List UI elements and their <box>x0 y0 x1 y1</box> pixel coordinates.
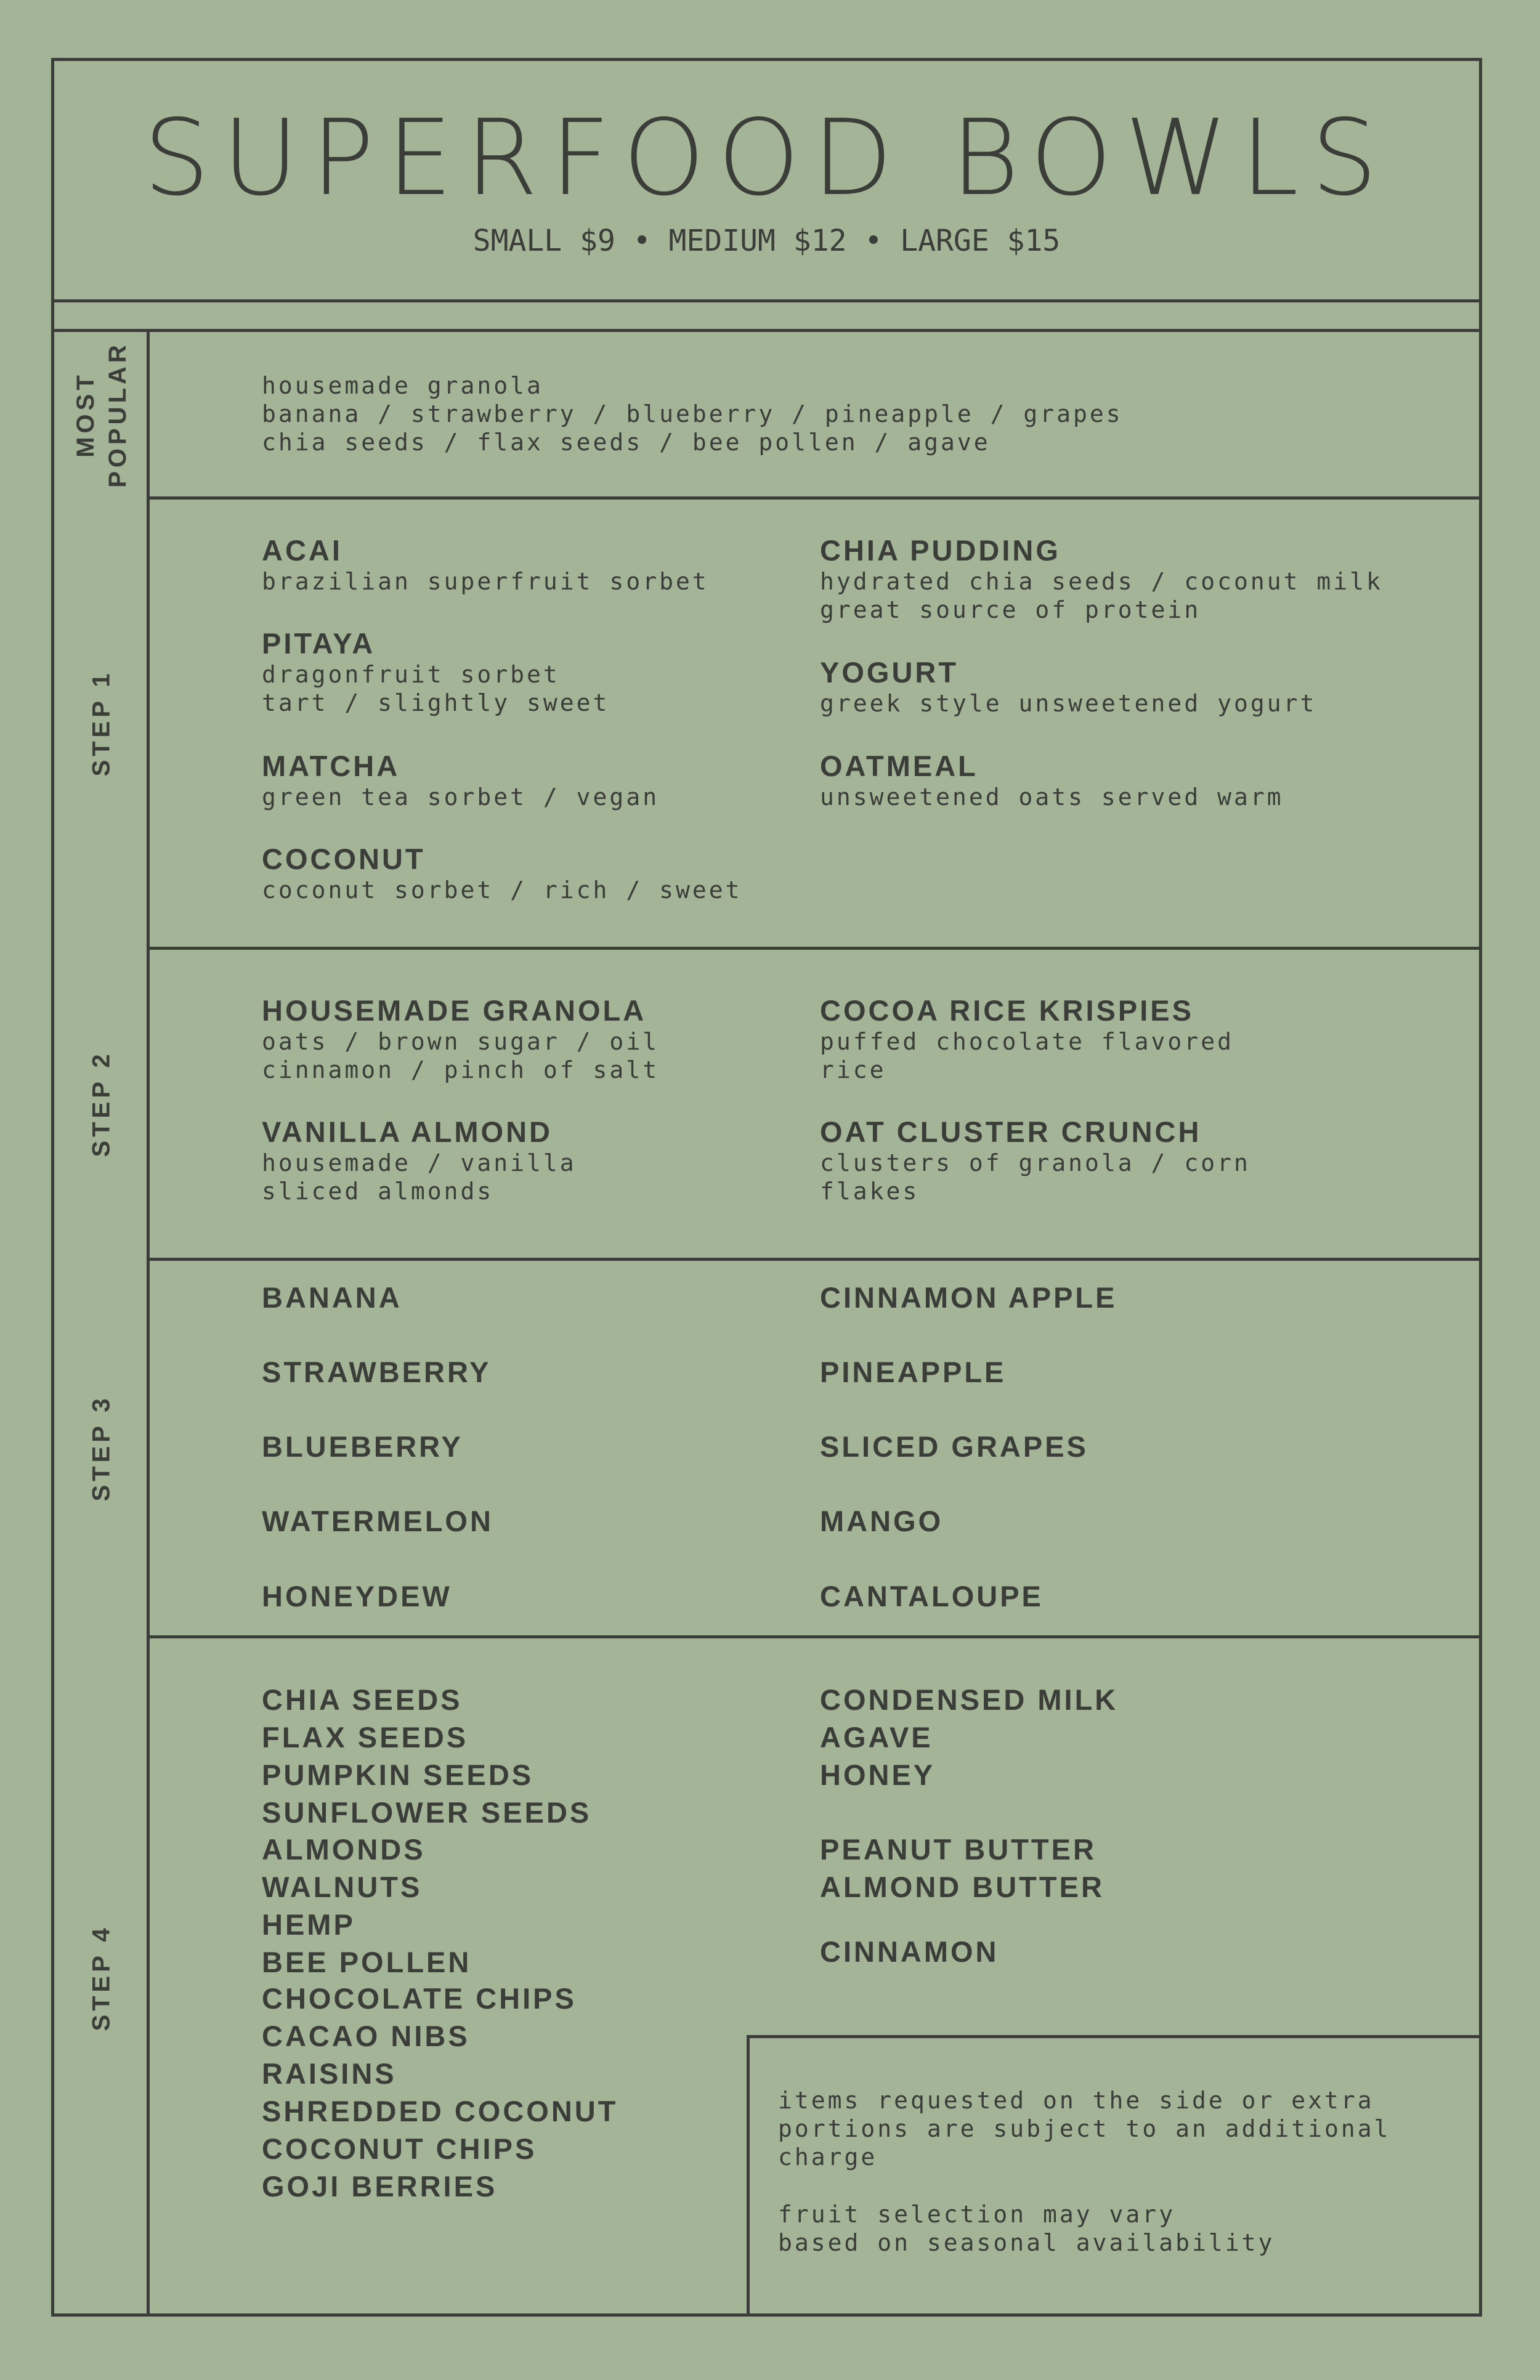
fruit-item: CANTALOUPE <box>820 1580 1044 1613</box>
divider-top <box>54 329 1479 332</box>
topping-group-seeds <box>262 1681 591 1831</box>
topping-item: PUMPKIN SEEDS <box>262 1759 534 1791</box>
menu-item <box>820 750 1284 811</box>
most-popular-line: banana / strawberry / blueberry / pineapple / grapes <box>262 400 1123 427</box>
topping-group-butters <box>820 1831 1104 1906</box>
fruit-item: SLICED GRAPES <box>820 1430 1088 1463</box>
step4-label-text: STEP 4 <box>87 1924 115 2031</box>
topping-group-nuts <box>262 1831 471 1981</box>
topping-item: CONDENSED MILK <box>820 1683 1119 1716</box>
step3-label <box>54 1261 148 1635</box>
item-description: coconut sorbet / rich / sweet <box>262 876 742 904</box>
step4-label <box>54 1638 148 2317</box>
item-description: hydrated chia seeds / coconut milk great source of protein <box>820 568 1383 623</box>
item-description: housemade / vanilla sliced almonds <box>262 1149 577 1205</box>
step2-label <box>54 950 148 1258</box>
step3-label-text: STEP 3 <box>87 1394 115 1502</box>
fruit-item: WATERMELON <box>262 1505 493 1537</box>
menu-item <box>820 994 1234 1084</box>
menu-item <box>262 534 709 596</box>
topping-item: COCONUT CHIPS <box>262 2132 537 2165</box>
menu-item <box>820 1115 1250 1205</box>
menu-title: SUPERFOOD BOWLS <box>143 97 1390 219</box>
menu-item <box>262 994 659 1084</box>
item-description: puffed chocolate flavored rice <box>820 1028 1234 1083</box>
fruit-item: HONEYDEW <box>262 1580 452 1613</box>
fruit-item: BANANA <box>262 1281 402 1314</box>
extra-charge-note: items requested on the side or extra portions are subject to an additional charge <box>778 2087 1391 2171</box>
menu-item <box>820 534 1383 624</box>
topping-group-sweets <box>262 1980 618 2205</box>
menu-item <box>262 843 742 904</box>
item-description: brazilian superfruit sorbet <box>262 568 709 595</box>
topping-item: GOJI BERRIES <box>262 2170 498 2203</box>
menu-item <box>262 627 609 717</box>
topping-item: CHIA SEEDS <box>262 1683 463 1716</box>
menu-board <box>51 58 1482 2317</box>
item-name: COCOA RICE KRISPIES <box>820 994 1194 1027</box>
topping-item: RAISINS <box>262 2057 397 2090</box>
menu-item <box>262 750 659 811</box>
topping-item: PEANUT BUTTER <box>820 1833 1096 1866</box>
most-popular-line: housemade granola <box>262 372 543 399</box>
topping-group-drizzles <box>820 1681 1118 1794</box>
topping-item: HONEY <box>820 1759 936 1791</box>
divider-step2 <box>148 1258 1479 1261</box>
fruit-item: STRAWBERRY <box>262 1356 492 1388</box>
fruit-item: BLUEBERRY <box>262 1430 463 1463</box>
item-description: clusters of granola / corn flakes <box>820 1149 1250 1205</box>
item-description: greek style unsweetened yogurt <box>820 690 1317 717</box>
topping-item: SHREDDED COCONUT <box>262 2095 618 2127</box>
item-description: green tea sorbet / vegan <box>262 783 660 811</box>
topping-item: FLAX SEEDS <box>262 1721 469 1754</box>
topping-item: CINNAMON <box>820 1935 999 1968</box>
item-name: OATMEAL <box>820 750 978 782</box>
topping-item: SUNFLOWER SEEDS <box>262 1796 592 1829</box>
most-popular-description <box>262 371 1123 456</box>
item-name: HOUSEMADE GRANOLA <box>262 994 647 1027</box>
most-popular-label-text: MOST POPULAR <box>71 341 131 488</box>
menu-item <box>262 1115 577 1205</box>
topping-item: WALNUTS <box>262 1871 423 1903</box>
divider-step3 <box>148 1635 1479 1638</box>
item-name: YOGURT <box>820 656 959 689</box>
divider-step1 <box>148 947 1479 950</box>
item-name: VANILLA ALMOND <box>262 1115 553 1148</box>
menu-header <box>54 61 1479 302</box>
topping-item: CHOCOLATE CHIPS <box>262 1982 577 2015</box>
topping-item: BEE POLLEN <box>262 1946 472 1978</box>
step1-label-text: STEP 1 <box>87 670 115 777</box>
step1-label <box>54 500 148 947</box>
topping-item: ALMOND BUTTER <box>820 1871 1104 1903</box>
step2-label-text: STEP 2 <box>87 1050 115 1157</box>
fruit-item: PINEAPPLE <box>820 1356 1007 1388</box>
topping-item: AGAVE <box>820 1721 933 1754</box>
size-prices: SMALL $9 • MEDIUM $12 • LARGE $15 <box>472 224 1061 258</box>
item-name: MATCHA <box>262 750 400 782</box>
topping-item: ALMONDS <box>262 1833 426 1866</box>
topping-item: HEMP <box>262 1908 355 1941</box>
topping-group-spices <box>820 1933 999 1970</box>
notes-box <box>747 2035 1482 2317</box>
fruit-item: CINNAMON APPLE <box>820 1281 1117 1314</box>
most-popular-line: chia seeds / flax seeds / bee pollen / agave <box>262 429 991 456</box>
fruit-item: MANGO <box>820 1505 944 1537</box>
item-name: COCONUT <box>262 843 426 875</box>
divider-popular <box>148 496 1479 500</box>
item-name: PITAYA <box>262 627 376 660</box>
item-description: oats / brown sugar / oil cinnamon / pinch of salt <box>262 1028 660 1083</box>
item-description: unsweetened oats served warm <box>820 783 1284 811</box>
item-description: dragonfruit sorbet tart / slightly sweet <box>262 661 610 716</box>
seasonal-note: fruit selection may vary based on seasonal availability <box>778 2201 1275 2256</box>
item-name: CHIA PUDDING <box>820 534 1061 567</box>
item-name: OAT CLUSTER CRUNCH <box>820 1115 1202 1148</box>
most-popular-label <box>54 332 148 496</box>
menu-item <box>820 656 1316 718</box>
topping-item: CACAO NIBS <box>262 2020 470 2052</box>
item-name: ACAI <box>262 534 342 567</box>
